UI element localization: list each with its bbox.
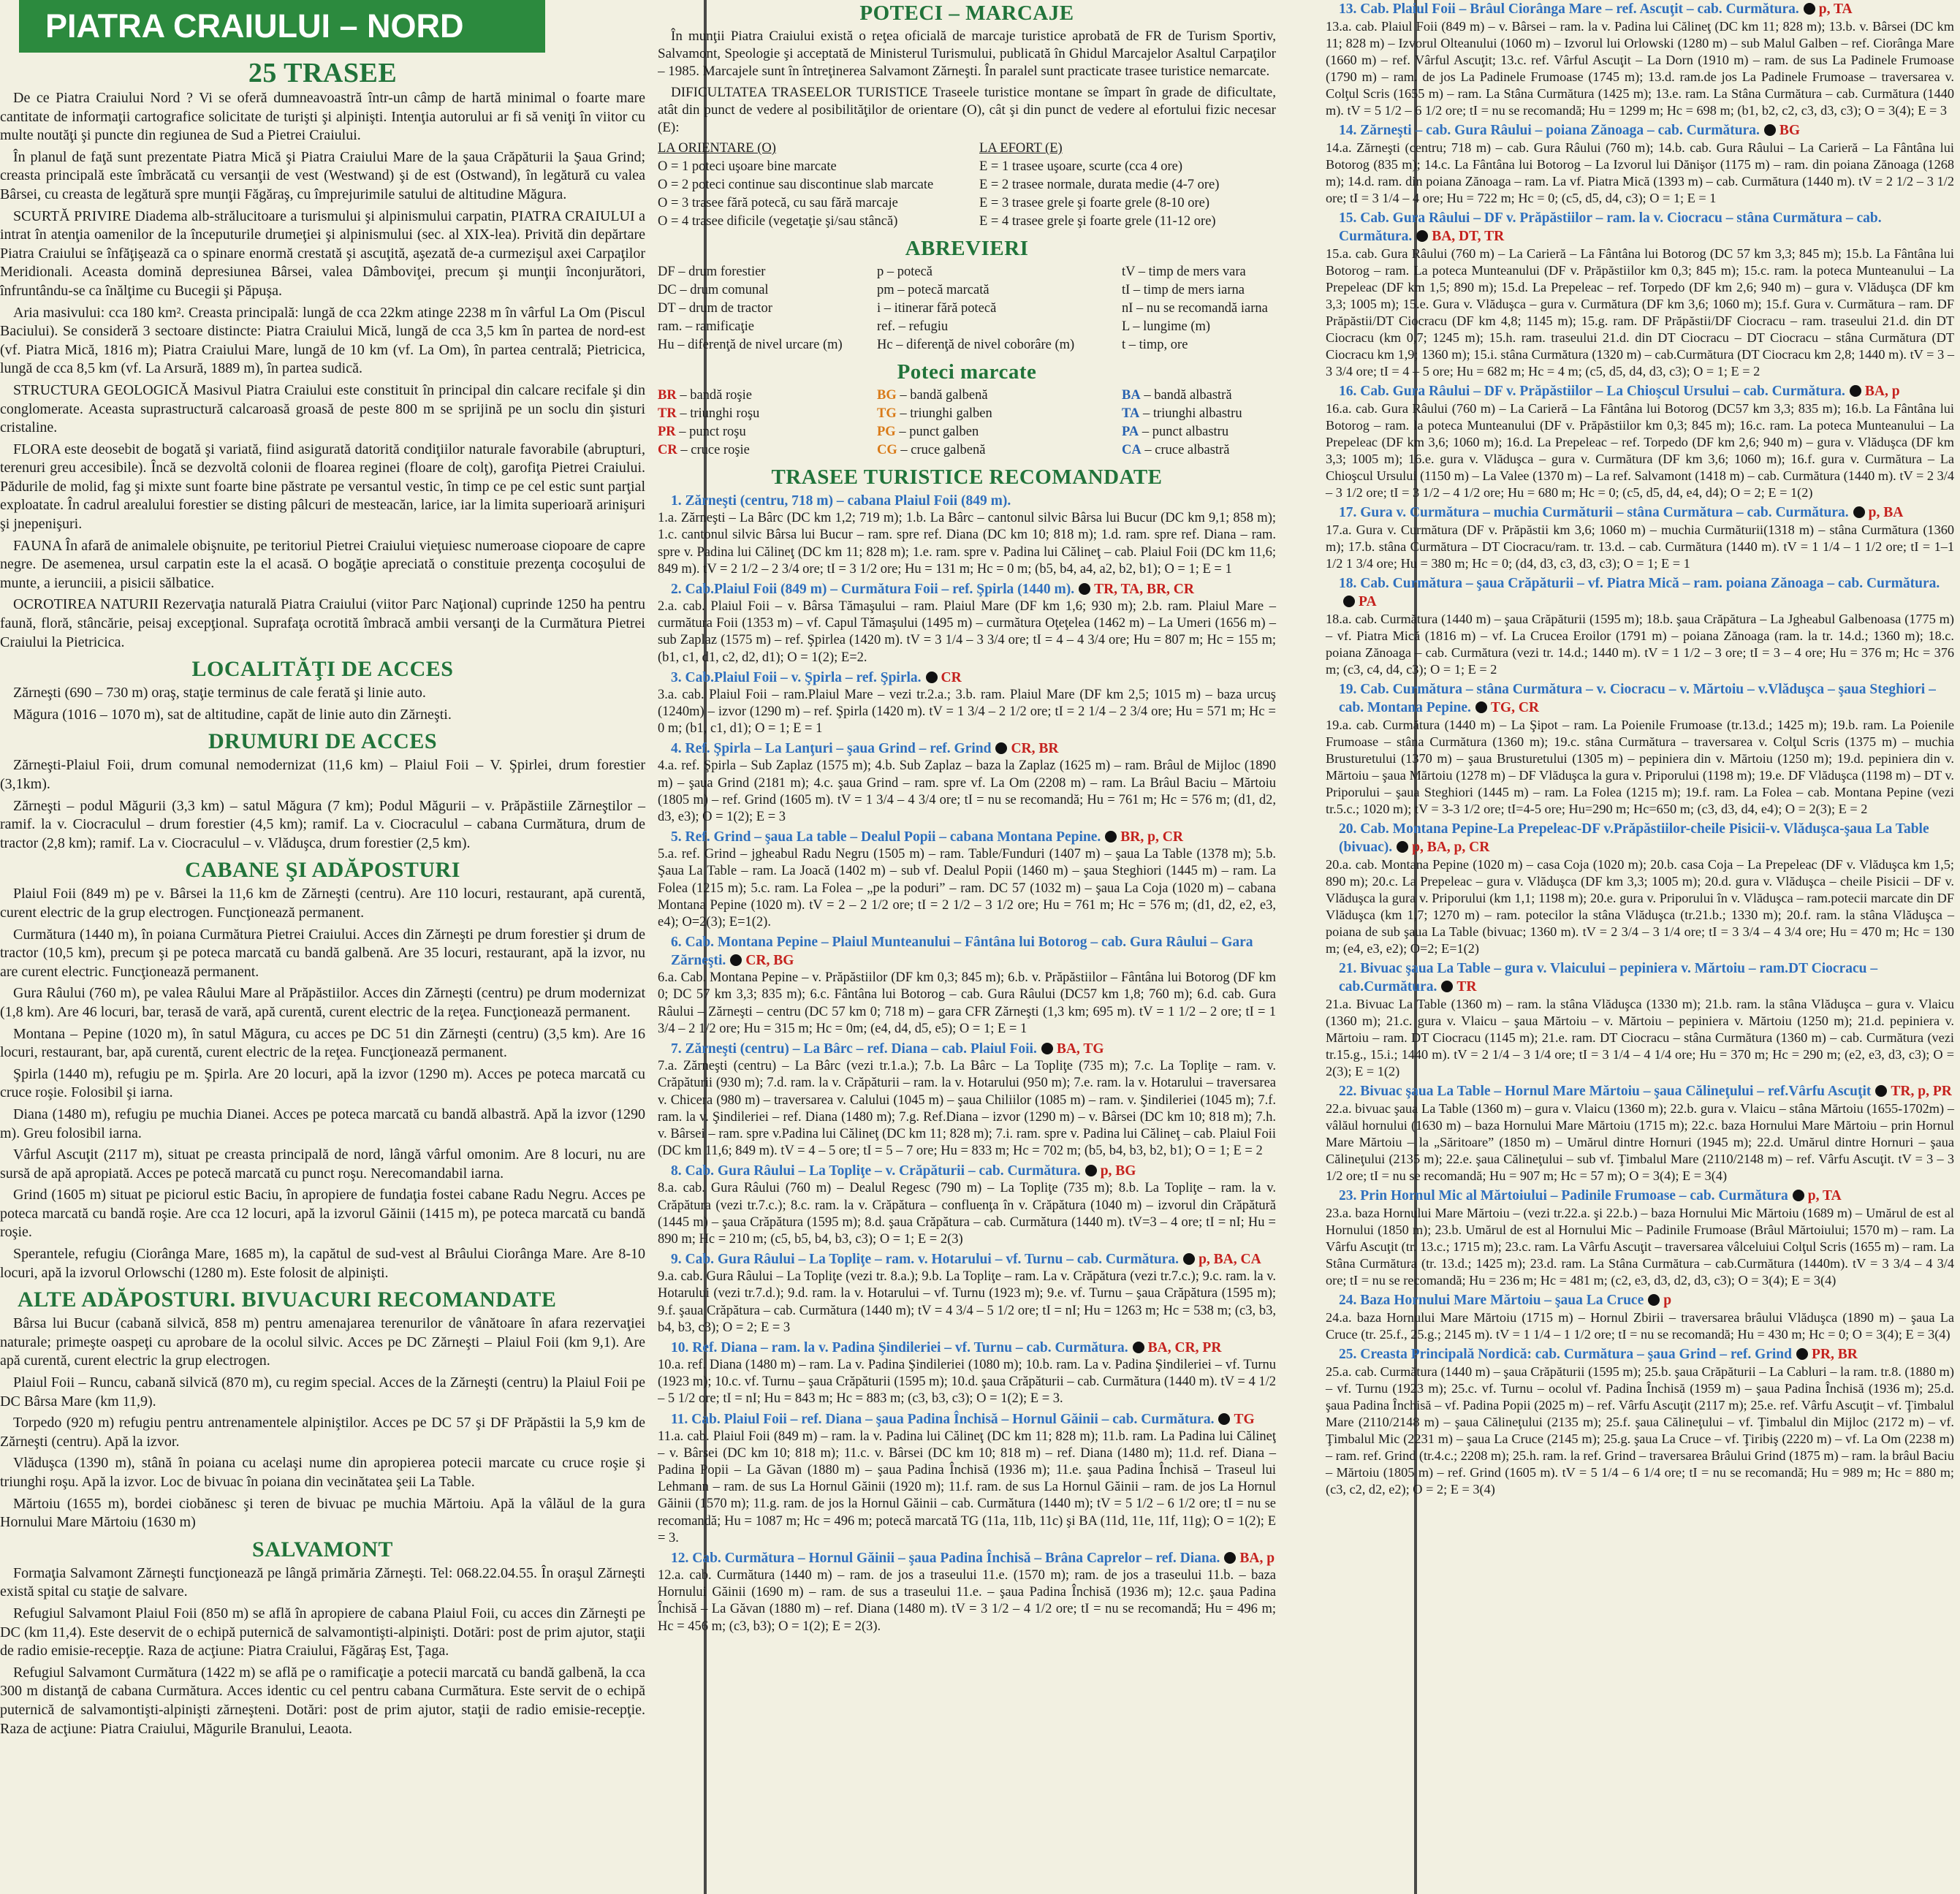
abbreviation-entry: pm – potecă marcată: [877, 283, 990, 298]
route-title: [1326, 0, 1954, 18]
route-title-text: 12. Cab. Curmătura – Hornul Găinii – şaua Padina Închisă – Brâna Caprelor – ref. Diana.: [671, 1550, 1220, 1566]
route-item: [658, 1549, 1276, 1635]
marking-label: – bandă albastră: [1144, 388, 1232, 403]
orientare-3: O = 3 trasee fără potecă, cu sau fără marcaje: [658, 196, 898, 211]
route-markings: PR, BR: [1812, 1347, 1858, 1362]
route-description: 22.a. bivuac şaua La Table (1360 m) – gura v. Vlaicu (1360 m); 22.b. gura v. Vlaicu – stâna Mărtoiu (1655-1702m) – vâlăul hornului (1630 m) – baza Hornului Mare Mărtoiu (1715 m); 22.c. baza Hornului Mare Mărtoiu – prin Hornul Mare Mărtoiu – la „Săritoare” (1850 m) – Umărul dintre Hornuri (1945 m); 22.d. Umărul dintre Hornuri – şaua Călineţului (2135 m); 22.e. şaua Călineţului – sub vf. Ţimbalul Mare (2110/2148 m) – ref. Vârfu Ascuţit. tV = 3 – 3 1/2 ore; tI = nu se recomandă; Hu = 907 m; Hc = 57 m); O = 3(4); E = 3(4): [1326, 1101, 1954, 1183]
paragraph: STRUCTURA GEOLOGICĂ Masivul Piatra Craiului este constituit în principal din calcare recifale şi din conglomerate. Aceasta suprastructură calcaroasă groasă de peste 800 m se sprijină pe un soclu din şisturi cristaline.: [0, 381, 645, 436]
route-title-text: 18. Cab. Curmătura – şaua Crăpăturii – vf. Piatra Mică – ram. poiana Zănoaga – cab. Curmătura.: [1339, 576, 1940, 591]
orientare-1: O = 1 poteci uşoare bine marcate: [658, 159, 837, 175]
route-markings: PA: [1359, 594, 1377, 609]
paragraph: Montana – Pepine (1020 m), în satul Măgura, cu acces pe DC 51 din Zărneşti (centru) (3,5 km). Are 16 locuri, restaurant, bar, apă curentă, curent electric de la reţea. Funcţionează permanent.: [0, 1025, 645, 1061]
dificultatea-text: DIFICULTATEA TRASEELOR TURISTICE Traseele turistice montane se împart în grade de dificultate, atât din punct de vedere al posibilităţilor de orientare (O), cât şi din punct de vedere al efortului fizic necesar (E):: [658, 84, 1276, 136]
marking-entry: [877, 387, 1122, 405]
route-title-text: 3. Cab.Plaiul Foii – v. Şpirla – ref. Şpirla.: [671, 669, 922, 685]
route-title-text: 9. Cab. Gura Râului – La Topliţe – ram. v. Hotarului – vf. Turnu – cab. Curmătura.: [671, 1252, 1180, 1268]
route-item: [658, 492, 1276, 578]
paragraph: Refugiul Salvamont Plaiul Foii (850 m) se află în apropiere de cabana Plaiul Foii, cu acces din Zărneşti pe DC (km 11,4). Este deservit de o echipă puternică de salvamontişti-alpinişti. Dotări: post de prim ajutor, staţii de radio emisie-recepţie. Raza de acţiune: Piatra Craiului, Făgăraş Est, Ţaga.: [0, 1605, 645, 1659]
route-title: [1326, 1082, 1954, 1100]
route-title-text: 14. Zărneşti – cab. Gura Râului – poiana Zănoaga – cab. Curmătura.: [1339, 123, 1760, 138]
paragraph: Şpirla (1440 m), refugiu pe m. Şpirla. Are 20 locuri, apă la izvor (1290 m). Acces pe poteca marcată cu cruce roşie. Folosibil şi iarna.: [0, 1065, 645, 1101]
route-title: [658, 1410, 1276, 1429]
route-marker-dot-icon: [1793, 1190, 1804, 1201]
route-title: [658, 580, 1276, 598]
abbreviation-entry: tV – timp de mers vara: [1122, 265, 1246, 280]
marking-code: BA: [1122, 388, 1141, 403]
efort-heading: LA EFORT (E): [979, 141, 1063, 156]
abbreviation-entry: Hc – diferenţă de nivel coborâre (m): [877, 338, 1075, 353]
route-title-text: 15. Cab. Gura Râului – DF v. Prăpăstiilor – ram. la v. Ciocracu – stâna Curmătura – cab. Curmătura.: [1339, 210, 1882, 244]
route-markings: p, BG: [1100, 1163, 1136, 1179]
marking-code: BR: [658, 388, 677, 403]
abbreviation-entry: nI – nu se recomandă iarna: [1122, 301, 1268, 316]
marking-code: TG: [877, 406, 897, 422]
heading-abrevieri: ABREVIERI: [905, 237, 1029, 261]
route-marker-dot-icon: [1875, 1085, 1887, 1097]
route-marker-dot-icon: [1796, 1348, 1808, 1360]
abbreviations-legend: [658, 263, 1276, 354]
localitati-section: [0, 684, 645, 724]
route-item: [658, 669, 1276, 738]
route-title-text: 10. Ref. Diana – ram. la v. Padina Şindileriei – vf. Turnu – cab. Curmătura.: [671, 1339, 1128, 1355]
route-item: [1326, 382, 1954, 501]
map-title-banner: PIATRA CRAIULUI – NORD: [19, 0, 545, 53]
route-title: [658, 1040, 1276, 1058]
route-description: 17.a. Gura v. Curmătura (DF v. Prăpăstii km 3,6; 1060 m) – muchia Curmăturii(1318 m) – stâna Curmătura (1360 m); 17.b. stâna Curmătura – DT Ciocracu/ram. tr. 13.d. – cab. Curmătura (1440 m). tV = 1 1/4 – 1 1/2 ore; tI = 1–1 1/2 1 3/4 ore; Hu = 380 m; Hc = 0; (d4, d3, c3, d3, c3); O = 1; E = 1: [1326, 522, 1954, 571]
route-title-text: 2. Cab.Plaiul Foii (849 m) – Curmătura Foii – ref. Şpirla (1440 m).: [671, 582, 1075, 598]
route-description: 6.a. Cab. Montana Pepine – v. Prăpăstiilor (DF km 0,3; 845 m); 6.b. v. Prăpăstiilor – Fântâna lui Botorog (DF km 0; DC 57 km 3,3; 835 m); 6.c. Fântâna lui Botorog – cab. Gura Râului (DC57 km 1,8; 760 m); 6.d. cab. Gura Râului – Zărneşti – centru (DC 57 km 0; 718 m) – gara CFR Zărneşti (1,3 km; 695 m). tV = 1 1/2 – 2 ore; tI = 1 3/4 – 2 1/2 ore; Hu = 315 m; Hc = 0m; (e4, d4, d5, e5); O = 1; E = 1: [658, 970, 1276, 1036]
route-marker-dot-icon: [1441, 981, 1453, 992]
route-title: [1326, 121, 1954, 140]
paragraph: Diana (1480 m), refugiu pe muchia Dianei. Acces pe poteca marcată cu bandă albastră. Apă la izvor (1290 m). Greu folosibil iarna.: [0, 1106, 645, 1141]
route-markings: p, BA, CA: [1199, 1252, 1261, 1268]
route-marker-dot-icon: [926, 672, 938, 683]
salvamont-section: [0, 1564, 645, 1738]
route-title: [1326, 1291, 1954, 1309]
marking-entry: [658, 423, 877, 441]
paragraph: Mărtoiu (1655 m), bordei ciobănesc şi teren de bivuac pe muchia Mărtoiu. Apă la vâlăul de la gura Hornului Mare Mărtoiu (1630 m): [0, 1495, 645, 1531]
orientare-heading: LA ORIENTARE (O): [658, 141, 776, 156]
route-title: [1326, 382, 1954, 400]
orientare-4: O = 4 trasee dificile (vegetaţie şi/sau stâncă): [658, 214, 898, 229]
marking-entry: [658, 387, 877, 405]
route-markings: CR: [941, 669, 962, 685]
drumuri-section: [0, 756, 645, 853]
abbreviation-entry: DC – drum comunal: [658, 283, 769, 298]
route-title-text: 25. Creasta Principală Nordică: cab. Curmătura – şaua Grind – ref. Grind: [1339, 1347, 1793, 1362]
route-title-text: 21. Bivuac şaua La Table – gura v. Vlaicului – pepiniera v. Mărtoiu – ram.DT Ciocracu – cab.Curmătura.: [1339, 961, 1878, 994]
route-item: [1326, 209, 1954, 380]
route-item: [1326, 959, 1954, 1080]
route-title-text: 13. Cab. Plaiul Foii – Brâul Ciorânga Mare – ref. Ascuţit – cab. Curmătura.: [1339, 1, 1799, 17]
abbreviation-entry: tI – timp de mers iarna: [1122, 283, 1245, 298]
route-item: [1326, 0, 1954, 119]
marking-code: CA: [1122, 443, 1142, 458]
paragraph: FLORA este deosebit de bogată şi variată, fiind asigurată datorită condiţiilor naturale favorabile (abrupturi, terenuri greu accesibile). Încă se dezvoltă colonii de floarea reginei (floare de colţ), garofiţa Pietrei Craiului. Pădurile de molid, fag şi mixte sunt foarte bine păstrate pe versantul vestic, în timp ce pe cel estic sunt parţial exploatate. În cadrul arealului forestier se disting pâlcuri de mesteacăn, larice, iar la limita superioară arinişuri şi jnepenişuri.: [0, 441, 645, 533]
route-marker-dot-icon: [1475, 701, 1487, 713]
column-right: [1323, 0, 1960, 1894]
routes-list-1-12: [658, 492, 1276, 1635]
route-title: [1326, 820, 1954, 856]
efort-3: E = 3 trasee grele şi foarte grele (8-10 ore): [979, 196, 1210, 211]
route-marker-dot-icon: [1041, 1043, 1053, 1054]
route-description: 15.a. cab. Gura Râului (760 m) – La Carieră – La Fântâna lui Botorog (DC 57 km 3,3; 845 m); 15.b. La Fântâna lui Botorog – ram. La poteca Munteanului (DF v. Prăpăstiilor km 0,3; 845 m); 15.c. ram. la poteca Munteanului – La Prepeleac (DF km 1,5; 890 m); 15.d. La Prepeleac – ref. Torpedo (DF km 2,6; 940 m) – gura v. Vlăduşca (DF km 3,3; 1005 m); 15.e. Gura v. Vlăduşca – gura v. Curmătura (DF km 3,6; 1060 m); 15.f. Gura v. Curmătura – ram. DF Prăpăstii/DT Ciocracu (DF km 4,8; 1145 m); 15.g. ram. DF Prăpăstii/DF Ciocracu – ram. traseului 21.d. din DT Ciocracu (km 0,7; 1245 m); 15.h. ram. traseului 21.d. din DT Ciocracu – DT Ciocracu – stâna Curmătura (DT Ciocracu km 1,9; 1360 m); 15.i. stâna Curmătura (1320 m) – cab.Curmătura (DT Ciocracu km 2,8; 1440 m). tV = 3 – 3 3/4 ore; tI = 4 – 5 ore; Hu = 682 m; Hc = 4 m; (c5, d5, d4, d3, c3); O = 1; E = 2: [1326, 246, 1954, 379]
route-title-text: 4. Ref. Şpirla – La Lanţuri – şaua Grind – ref. Grind: [671, 741, 992, 757]
route-title-text: 6. Cab. Montana Pepine – Plaiul Munteanului – Fântâna lui Botorog – cab. Gura Râului – Gara Zărneşti.: [671, 935, 1253, 969]
paragraph: De ce Piatra Craiului Nord ? Vi se oferă dumneavoastră într-un câmp de hartă minimal o foarte mare cantitate de informaţii cartografice solicitate de turişti şi alpinişti. Intenţia autorului ar fi să veniţi în viitor cu multe noutăţi şi puncte din regiunea de Sud a Pietrei Craiului.: [0, 90, 645, 144]
paragraph: Aria masivului: cca 180 km². Creasta principală: lungă de cca 22km atinge 2238 m în vârful La Om (Piscul Baciului). Se consideră 3 sectoare distincte: Piatra Craiului Mică, lungă de cca 3,5 km în partea de nord-est (vf. Piatra Mică, 1816 m); Piatra Craiului Mare, lungă de 10 km (vf. La Om), în partea centrală; Pietricica, lungă de cca 8,5 km (vf. La Arsură, 1889 m), în partea sudică.: [0, 304, 645, 377]
route-description: 10.a. ref. Diana (1480 m) – ram. La v. Padina Şindileriei (1080 m); 10.b. ram. La v. Padina Şindileriei – vf. Turnu (1923 m); 10.c. vf. Turnu – şaua Crăpăturii (1595 m); 10.d. şaua Crăpăturii – cab. Curmătura (1440 m). tV = 4 1/2 – 5 1/2 ore; tI = nI; Hu = 843 m; Hc = 883 m; (c3, b3, c3); O = 1(2); E = 3.: [658, 1357, 1276, 1407]
marking-code: TR: [658, 406, 677, 422]
route-marker-dot-icon: [1085, 1165, 1097, 1176]
route-title: [658, 828, 1276, 846]
marking-label: – triunghi albastru: [1142, 406, 1242, 422]
paragraph: Zărneşti-Plaiul Foii, drum comunal nemodernizat (11,6 km) – Plaiul Foii – V. Şpirlei, drum forestier (3,1km).: [0, 757, 645, 792]
heading-alte-adaposturi: ALTE ADĂPOSTURI. BIVUACURI RECOMANDATE: [18, 1288, 557, 1312]
route-markings: BA, CR, PR: [1147, 1339, 1222, 1355]
paragraph: Gura Râului (760 m), pe valea Râului Mare al Prăpăstiilor. Acces din Zărneşti (centru) pe drum modernizat (1,8 km). Are 46 locuri, bar, terasă de vară, apă curentă, curent electric de la reţea. Funcţionează permanent.: [0, 985, 645, 1020]
paragraph: Sperantele, refugiu (Ciorânga Mare, 1685 m), la capătul de sud-vest al Brâului Ciorânga Mare. Are 8-10 locuri, apă la izvorul Orlowschi (1280 m). Este folosit de alpinişti.: [0, 1246, 645, 1281]
paragraph: Zărneşti (690 – 730 m) oraş, staţie terminus de cale ferată şi linie auto.: [13, 685, 426, 701]
marking-entry: [877, 405, 1122, 423]
marking-entry: [658, 441, 877, 460]
heading-salvamont: SALVAMONT: [252, 1537, 393, 1562]
route-title-text: 1. Zărneşti (centru, 718 m) – cabana Plaiul Foii (849 m).: [671, 493, 1011, 509]
paragraph: Grind (1605 m) situat pe piciorul estic Baciu, în apropiere de fundaţia fostei cabane Radu Negru. Acces pe poteca marcată cu bandă roşie. Are cca 12 locuri, apă la izvorul Găinii (1415 m), pe poteca marcată cu bandă roşie.: [0, 1187, 645, 1241]
marking-code: PR: [658, 425, 676, 440]
paragraph: Plaiul Foii – Runcu, cabană silvică (870 m), cu regim special. Acces de la Zărneşti (centru) la Plaiul Foii pe DC Bârsa Mare (km 11,9).: [0, 1374, 645, 1410]
route-title: [1326, 680, 1954, 717]
route-title: [658, 1162, 1276, 1180]
route-item: [1326, 1345, 1954, 1498]
route-marker-dot-icon: [1133, 1342, 1144, 1353]
marking-code: CR: [658, 443, 677, 458]
route-item: [658, 828, 1276, 931]
paragraph: Curmătura (1440 m), în poiana Curmătura Pietrei Craiului. Acces din Zărneşti pe drum forestier şi drum de tractor (10,5 km), precum şi pe poteca marcată cu bandă galbenă. Are 35 locuri, restaurant, apă la izvor, nu are curent electric. Funcţionează permanent.: [0, 926, 645, 980]
route-title-text: 7. Zărneşti (centru) – La Bârc – ref. Diana – cab. Plaiul Foii.: [671, 1041, 1037, 1057]
route-item: [658, 1162, 1276, 1248]
alte-section: [0, 1315, 645, 1532]
heading-poteci: POTECI – MARCAJE: [859, 1, 1074, 25]
difficulty-legend: [658, 140, 1276, 231]
route-title: [658, 492, 1276, 510]
route-item: [658, 1339, 1276, 1408]
route-title-text: 19. Cab. Curmătura – stâna Curmătura – v. Ciocracu – v. Mărtoiu – v.Vlăduşca – şaua Steghiori – cab. Montana Pepine.: [1339, 682, 1936, 715]
route-description: 5.a. ref. Grind – jgheabul Radu Negru (1505 m) – ram. Table/Funduri (1407 m) – şaua La Table (1378 m); 5.b. Şaua La Table – ram. La Joacă (1402 m) – sub vf. Dealul Popii (1460 m) – şaua Steghiori (1445 m) – ram. La Folea (1215 m); 5.c. ram. La Folea – „pe la poduri” – ram. DC 57 (1032 m) – şaua La Coja (1020 m) – cabana Montana Pepine (1020 m). tV = 2 – 2 1/2 ore; tI = 2 1/2 – 3 1/2 ore; Hu = 761 m; Hc = 576 m; (d1, d2, e2, e3, e4); O=2(3); E=1(2).: [658, 847, 1276, 930]
heading-cabane: CABANE ŞI ADĂPOSTURI: [185, 858, 460, 883]
route-item: [658, 933, 1276, 1038]
route-title: [1326, 1345, 1954, 1364]
route-item: [658, 739, 1276, 826]
route-marker-dot-icon: [1397, 841, 1408, 853]
paragraph: Zărneşti – podul Măgurii (3,3 km) – satul Măgura (7 km); Podul Măgurii – v. Prăpăstiile Zărneştilor – ramif. la v. Ciocraculul – drum forestier (4,5 km); ramif. La v. Ciocraculul – cabana Curmătura, drum de tractor (2,8 km); ramif. La v. Ciocraculul – v. Vlăduşca, drum forestier (2,5 km).: [0, 797, 645, 851]
abbreviation-entry: p – potecă: [877, 265, 933, 280]
route-description: 14.a. Zărneşti (centru; 718 m) – cab. Gura Râului (760 m); 14.b. cab. Gura Râului – La Carieră – La Fântâna lui Botorog (835 m); 14.c. La Fântâna lui Botorog – La Izvorul lui Dănişor (1175 m) – ram. din poiana Zănoaga (1268 m); 14.d. ram. din poiana Zănoaga – ram. La vf. Piatra Mică (1393 m) – cab. Curmătura (1440 m). tV = 2 1/2 – 3 1/2 ore; tI = 3 1/4 – 4 ore; Hu = 722 m; Hc = 0; (c5, d5, d4, c3); O = 1; E = 1: [1326, 140, 1954, 205]
marking-code: BG: [877, 388, 897, 403]
paragraph: Plaiul Foii (849 m) pe v. Bârsei la 11,6 km de Zărneşti (centru). Are 110 locuri, restaurant, apă curentă, curent electric de la grup electrogen. Funcţionează permanent.: [0, 886, 645, 921]
route-marker-dot-icon: [1764, 124, 1776, 136]
route-description: 23.a. baza Hornului Mare Mărtoiu – (vezi tr.22.a. şi 22.b.) – baza Hornului Mic Mărtoiu (1689 m) – Umărul de est al Hornului (1850 m); 23.b. Umărul de est al Hornului Mic – Padinile Frumoase (Brâul Mărtoiului; 1570 m) – ram. La Vârfu Ascuţit (tr. 13.c.; 1715 m); 23.c. ram. La Vârfu Ascuţit – traversarea vâlceluiui Colţul Scris (1655 m) – ram. La Stâna Curmătura (tr. 13.d.; 1425 m); 23.d. ram. La Stâna Curmătura – cab.Curmătura (1440m). tV = 3 3/4 – 4 3/4 ore; tI = nu se recomandă; Hu = 236 m; Hc = 481 m; (c2, e3, d3, d2, d3, c3); O = 3(4); E = 3(4): [1326, 1206, 1954, 1288]
route-description: 18.a. cab. Curmătura (1440 m) – şaua Crăpăturii (1595 m); 18.b. şaua Crăpătura – La Jgheabul Galbenoasa (1775 m) – vf. Piatra Mică (1816 m) – vf. La Crucea Eroilor (1791 m) – poiana Zănoaga (ram. la tr. 14.d.; 1360 m); 18.c. poiana Zănoaga – cab. Curmătura (vezi tr. 14.d.; 1440 m). tV = 1 1/2 – 3 ore; tI = 3 – 4 ore; Hu = 376 m; Hc = 376 m; (c3, c4, d4, c3); O = 1; E = 2: [1326, 612, 1954, 677]
abbreviation-entry: ref. – refugiu: [877, 319, 949, 335]
route-item: [1326, 1187, 1954, 1289]
marking-entry: [658, 405, 877, 423]
route-markings: TR, TA, BR, CR: [1094, 582, 1194, 598]
paragraph: Refugiul Salvamont Curmătura (1422 m) se află pe o ramificaţie a potecii marcată cu bandă galbenă, la cca 300 m distanţă de cabana Curmătura. Acces identic cu cel pentru cabana Curmătura. Este servit de o echipă puternică de salvamontişti-alpinişti zărneşteni. Dotări: post de prim ajutor, staţii de radio emisie-recepţie. Raza de acţiune: Piatra Craiului, Măgurile Branului, Leaota.: [0, 1664, 645, 1737]
marking-entry: [1122, 387, 1276, 405]
heading-drumuri: DRUMURI DE ACCES: [208, 729, 438, 754]
paragraph: Bârsa lui Bucur (cabană silvică, 858 m) pentru amenajarea terenurilor de vânătoare în afara rezervaţiei naturale; primeşte oaspeţi cu aprobare de la ocolul silvic. Acces pe DC Zărneşti – Plaiul Foii (km 9,1). Are apă curentă, curent electric la grup electrogen.: [0, 1315, 645, 1369]
route-marker-dot-icon: [730, 954, 742, 966]
paragraph: În planul de faţă sunt prezentate Piatra Mică şi Piatra Craiului Mare de la şaua Crăpăturii la Şaua Grind; creasta principală este îmbrăcată cu versanţii de vest (Westwand) şi de est (Ostwand), în legătură cu valea Bârsei, cu creasta de legătură spre munţii Făgăraş, cu împrejurimile satului de altitudine Măgura.: [0, 148, 645, 202]
cabane-section: [0, 885, 645, 1282]
route-description: 16.a. cab. Gura Râului (760 m) – La Carieră – La Fântâna lui Botorog (DC57 km 3,3; 835 m); 16.b. La Fântâna lui Botorog – ram. la poteca Munteanului (DF v. Prăpăstiilor km 0,3; 845 m); 16.c. ram. La poteca Munteanului – La Prepeleac (DF km 3,6; 1060 m); 16.d. La Prepeleac – ref. Torpedo (DF km 2,6; 940 m) – gura v. Vlăduşca (DF km 3,3; 1005 m); 16.e. gura v. Vlăduşca – gura v. Curmătura (DF km 3,6; 1060 m); 16.f. gura v. Curmătura – La Chioşcul Ursului (1150 m) – La Valee (1370 m) – La ref. Salvamont (1418 m) – cab. Curmătura (1440 m). tV = 2 3/4 – 3 1/2 ore; tI = 3 1/2 – 4 1/2 ore; Hu = 680 m; Hc = 0; (c5, d5, d4, e4, d4); O = 2; E = 1(2): [1326, 401, 1954, 500]
route-item: [1326, 680, 1954, 818]
paragraph: Vârful Ascuţit (2117 m), situat pe creasta principală de nord, lângă vârful omonim. Are 8 locuri, nu are sursă de apă apropiată. Acces pe potecă marcată cu punct roşu. Nerecomandabil iarna.: [0, 1146, 645, 1182]
route-marker-dot-icon: [1224, 1552, 1236, 1564]
route-marker-dot-icon: [1218, 1413, 1230, 1425]
route-markings: p: [1663, 1293, 1672, 1308]
route-description: 19.a. cab. Curmătura (1440 m) – La Şipot – ram. La Poienile Frumoase (tr.13.d.; 1425 m); 19.b. ram. La Poienile Frumoase – stâna Curmătura (1360 m); 19.c. stâna Curmătura – traversarea v. Colţul Scris (1375 m) – muchia Brusturetului (1370 m) – şaua Brusturetului (1305 m) – pepiniera din v. Mărtoiu (1250 m); 19.d. pepiniera din v. Mărtoiu – şaua Mărtoiu (1278 m) – DF Vlăduşca la gura v. Priporului (1198 m); 19.e. DF Vlăduşca (1198 m) – DT v. Priporului – şaua Steghiori (1445 m) – ram. La Folea (1215 m); 19.f. ram. La Folea – cab. Montana Pepine (vezi tr.5.c.; 1020 m); tV = 3-3 1/2 ore; tI=4-5 ore; Hu=290 m; Hc=650 m; (c3, d3, d4, e4); O = 2(3); E = 2: [1326, 718, 1954, 816]
abbreviation-entry: ram. – ramificaţie: [658, 319, 755, 335]
marking-code: PG: [877, 425, 896, 440]
marking-label: – triunghi galben: [900, 406, 992, 422]
route-title-text: 11. Cab. Plaiul Foii – ref. Diana – şaua Padina Închisă – Hornul Găinii – cab. Curmătura.: [671, 1411, 1215, 1427]
column-middle: [658, 0, 1286, 1894]
route-title-text: 8. Cab. Gura Râului – La Topliţe – v. Crăpăturii – cab. Curmătura.: [671, 1163, 1081, 1179]
paragraph: FAUNA În afară de animalele obişnuite, pe teritoriul Pietrei Craiului vieţuiesc numeroase ciopoare de capre negre. De asemenea, ursul carpatin este la el acasă. O bogăţie apreciată o constituie prezenţa cocoşului de munte, a ierunciii, a pisicii sălbatice.: [0, 537, 645, 591]
marking-entry: [1122, 423, 1276, 441]
route-item: [658, 580, 1276, 666]
route-markings: CR, BG: [745, 953, 794, 969]
marking-label: – bandă roşie: [680, 388, 752, 403]
paragraph: Măgura (1016 – 1070 m), sat de altitudine, capăt de linie auto din Zărneşti.: [13, 706, 452, 723]
marking-label: – bandă galbenă: [900, 388, 988, 403]
orientare-2: O = 2 poteci continue sau discontinue slab marcate: [658, 178, 934, 193]
marking-label: – cruce albastră: [1144, 443, 1230, 458]
route-title: [1326, 574, 1954, 611]
route-description: 2.a. cab. Plaiul Foii – v. Bârsa Tămaşului – ram. Plaiul Mare (DF km 1,6; 930 m); 2.b. ram. Plaiul Mare – curmătura Foii (1353 m) – vf. Capul Tămaşului (1495 m) – curmătura Oţeţelea (1462 m) – La Umeri (1656 m) – sub Zaplaz (1575 m) – ref. Şpirlea (1420 m). tV = 3 1/4 – 3 3/4 ore; tI = 4 – 4 3/4 ore; Hu = 807 m; Hc = 155 m; (b1, c1, d1, c2, d2, d1); O = 1(2); E=2.: [658, 599, 1276, 665]
route-markings: BR, p, CR: [1120, 829, 1183, 845]
paragraph: Formaţia Salvamont Zărneşti funcţionează pe lângă primăria Zărneşti. Tel: 068.22.04.55. În oraşul Zărneşti există spital cu staţie de salvare.: [0, 1564, 645, 1600]
route-description: 7.a. Zărneşti (centru) – La Bârc (vezi tr.1.a.); 7.b. La Bârc – La Topliţe (735 m); 7.c. La Topliţe – ram. v. Crăpăturii (930 m); 7.d. ram. la v. Crăpăturii – ram. la v. Hotarului (950 m); 7.e. ram. la v. Hotarului – traversarea v. Chicera (980 m) – traversarea v. Calului (1045 m) – şaua Chiliilor (1085 m) – ram. v. Şindileriei (1045 m); 7.f. ram. la v. Şindileriei – ref. Diana (1480 m); 7.g. Ref.Diana – izvor (1290 m) – v. Bârsei (DC km 10; 818 m); 7.h. v. Bârsei – ram. spre v.Padina lui Călineţ (DC km 11; 828 m); 7.i. ram. spre v. Padina lui Călineţ – cab. Plaiul Foii (DC km 11,6; 849 m). tV = 4 – 5 ore; tI = 5 – 7 ore; Hu = 833 m; Hc = 702 m; (b5, b4, b3, b2, b1); O = 1; E = 2: [658, 1059, 1276, 1159]
heading-localitati: LOCALITĂŢI DE ACCES: [191, 657, 454, 682]
marking-entry: [877, 423, 1122, 441]
route-title: [1326, 1187, 1954, 1205]
efort-2: E = 2 trasee normale, durata medie (4-7 ore): [979, 178, 1220, 193]
route-markings: TR, p, PR: [1891, 1084, 1952, 1099]
poteci-text: În munţii Piatra Craiului există o reţea oficială de marcaje turistice aprobată de FR de Turism Sportiv, Salvamont, Speologie şi acceptată de Ministerul Turismului, publicată în Ghidul Marcajelor Asaltul Carpaţilor – 1985. Marcajele sunt în întreţinerea Salvamont Zărneşti. În paralel sunt practicate trasee turistice nemarcate.: [658, 28, 1276, 80]
route-description: 21.a. Bivuac La Table (1360 m) – ram. la stâna Vlăduşca (1330 m); 21.b. ram. la stâna Vlăduşca – gura v. Vlaicu (1360 m); 21.c. gura v. Vlaicu – şaua Mărtoiu – v. Mărtoiu – pepiniera v. Mărtoiu (1250 m); 21.d. pepiniera v. Mărtoiu – ram. DT Ciocracu (1145 m); 21.e. ram. DT Ciocracu – stâna Curmătura (1360 m) – cab. Curmătura (vezi tr.15.g., 15.i.; 1440 m). tV = 2 1/4 – 3 1/4 ore; tI = 3 1/4 – 4 1/4 ore; Hu = 370 m; Hc = 290 m; (e2, e3, d3, c3); O = 2(3); E = 1(2): [1326, 997, 1954, 1079]
route-markings: BA, p: [1239, 1550, 1275, 1566]
marking-entry: [877, 441, 1122, 460]
route-markings: p, BA, p, CR: [1412, 840, 1490, 855]
route-item: [1326, 574, 1954, 678]
route-item: [1326, 1082, 1954, 1184]
paragraph: Vlăduşca (1390 m), stână în poiana cu acelaşi nume din apropierea potecii marcate cu cruce roşie şi triunghi roşu. Apă la izvor. Loc de bivuac în poiana din vecinătatea şeii La Table.: [0, 1455, 645, 1490]
route-title-text: 20. Cab. Montana Pepine-La Prepeleac-DF v.Prăpăstiilor-cheile Pisicii-v. Vlăduşca-şaua La Table (bivuac).: [1339, 821, 1929, 855]
route-item: [658, 1250, 1276, 1336]
route-item: [1326, 503, 1954, 572]
route-marker-dot-icon: [1853, 506, 1865, 518]
route-marker-dot-icon: [995, 742, 1007, 754]
route-title: [1326, 959, 1954, 996]
route-item: [1326, 121, 1954, 207]
route-markings: TG: [1234, 1411, 1255, 1427]
route-marker-dot-icon: [1416, 230, 1428, 242]
route-marker-dot-icon: [1183, 1253, 1195, 1265]
route-title: [1326, 503, 1954, 522]
intro-section: [0, 89, 645, 652]
route-markings: p, TA: [1807, 1188, 1842, 1203]
paragraph: Torpedo (920 m) refugiu pentru antrenamentele alpiniştilor. Acces pe DC 57 şi DF Prăpăstii la 5,9 km de Zărneşti (centru). Apă la izvor.: [0, 1415, 645, 1450]
route-item: [1326, 1291, 1954, 1343]
route-description: 20.a. cab. Montana Pepine (1020 m) – casa Coja (1020 m); 20.b. casa Coja – La Prepeleac (DF v. Vlăduşca km 1,5; 890 m); 20.c. La Prepeleac – gura v. Vlăduşca (DF km 3,3; 1005 m); 20.d. gura v. Vlăduşca – cheile Pisicii – DF v. Vlăduşca la gura v. Priporului (km 1,1; 1198 m); 20.e. gura v. Priporului în v. Vlăduşca – ram.potecii marcate din DF Vlăduşca (km 1,7; 1270 m) – ram. potecilor la stâna Vlăduşca (tr.21.b.; 1330 m); 20.f. ram. la stâna Vlăduşca – poiana de sub şaua La Table (bivuac; 1360 m). tV = 2 3/4 – 3 1/4 ore; tI = 3 3/4 – 4 3/4 ore; Hu = 470 m; Hc = 130 m; (e4, e3, e2); O=2; E=1(2): [1326, 857, 1954, 956]
route-title-text: 16. Cab. Gura Râului – DF v. Prăpăstiilor – La Chioşcul Ursului – cab. Curmătura.: [1339, 384, 1845, 399]
route-description: 4.a. ref. Şpirla – Sub Zaplaz (1575 m); 4.b. Sub Zaplaz – baza la Zaplaz (1625 m) – ram. Brâul de Mijloc (1890 m) – şaua Grind (2181 m); 4.c. şaua Grind – ram. spre vf. La Om (2208 m) – ram. La Brâul Baciu – Mărtoiu (1805 m) – ref. Grind (1605 m). tV = 1 3/4 – 4 3/4 ore; tI = nu se recomandă; Hu = 761 m; Hc = 576 m; (d1, d2, d3, e3); O = 1(2); E = 3: [658, 758, 1276, 825]
heading-poteci-marcate: Poteci marcate: [897, 360, 1037, 384]
heading-trasee: TRASEE TURISTICE RECOMANDATE: [771, 465, 1163, 490]
efort-1: E = 1 trasee uşoare, scurte (cca 4 ore): [979, 159, 1183, 175]
route-markings: TR: [1456, 979, 1477, 994]
route-description: 11.a. cab. Plaiul Foii (849 m) – ram. la v. Padina lui Călineţ (DC km 11; 828 m); 11.b. ram. La Padina lui Călineţ – v. Bârsei (DC km 10; 818 m); 11.c. v. Bârsei (DC km 10; 818 m) – ref. Diana (1480 m); 11.d. ref. Diana – Padina Popii – La Găvan (1880 m) – şaua Padina Închisă (1936 m); 11.e. şaua Padina Închisă – Traseul lui Lehmann – ram. de sus La Hornul Găinii (1920 m); 11.f. ram. de sus La Hornul Găinii – ram. de jos La Hornul Găinii (1570 m); 11.g. ram. de jos la Hornul Găinii – cab. Curmătura (1440 m); tV = 5 1/2 – 6 1/2 ore; tI = nu se recomandă; Hu = 1087 m; Hc = 496 m; potecă marcată TG (11a, 11b, 11c) şi BA (11d, 11e, 11f, 11g); O = 1(2); E = 3.: [658, 1429, 1276, 1545]
marking-label: – cruce galbenă: [900, 443, 986, 458]
route-title-text: 17. Gura v. Curmătura – muchia Curmăturii – stâna Curmătura – cab. Curmătura.: [1339, 505, 1849, 520]
route-markings: BA, TG: [1056, 1041, 1104, 1057]
trail-markings-legend: [658, 387, 1276, 460]
abbreviation-entry: t – timp, ore: [1122, 338, 1188, 353]
route-marker-dot-icon: [1079, 583, 1090, 595]
marking-label: – cruce roşie: [680, 443, 750, 458]
route-description: 3.a. cab. Plaiul Foii – ram.Plaiul Mare – vezi tr.2.a.; 3.b. ram. Plaiul Mare (DF km 2,5; 1015 m) – baza urcuş (1240m) – izvor (1290 m) – ref. Şpirla (1420 m). tV = 1 3/4 – 2 1/2 ore; tI = 2 1/4 – 2 3/4 ore; Hu = 571 m; Hc = 0 m; (b1, c1, d1); O = 1; E = 1: [658, 687, 1276, 737]
route-description: 13.a. cab. Plaiul Foii (849 m) – v. Bârsei – ram. la v. Padina lui Călineţ (DC km 11; 828 m); 13.b. v. Bârsei (DC km 11; 828 m) – Izvorul Olteanului (1060 m) – Izvorul lui Orlowski (1280 m) – sub Malul Galben – ref. Ciorânga Mare (1660 m) – ref. Vârful Ascuţit; 13.c. ref. Vârful Ascuţit – La Dorn (1910 m) – ram. de sus La Padinele Frumoase (1790 m) – ram. de jos La Padinele Frumoase (1745 m); 13.d. ram.de jos La Padinele Frumoase – traversarea v. Colţul Scris (1655 m) – ram. La Stâna Curmătura (1425 m); 13.e. ram. La Stâna Curmătura – cab. Curmătura (1440 m). tV = 5 1/2 – 6 1/2 ore; tI = nu se recomandă; Hu = 1299 m; Hc = 698 m; (b1, b2, c2, c3, d3, c3); O = 3(4); E = 3: [1326, 19, 1954, 118]
marking-code: PA: [1122, 425, 1139, 440]
route-markings: TG, CR: [1490, 700, 1540, 715]
route-markings: BA, DT, TR: [1432, 229, 1505, 244]
marking-label: – punct galben: [899, 425, 979, 440]
route-title: [658, 1339, 1276, 1357]
route-description: 24.a. baza Hornului Mare Mărtoiu (1715 m) – Hornul Zbirii – traversarea brâului Vlăduşca (1890 m) – şaua La Cruce (tr. 25.f., 25.g.; 2145 m). tV = 1 1/4 – 1 1/2 ore; tI = nu se recomandă; Hu = 430 m; Hc = 0; O = 3(4); E = 3(4): [1326, 1310, 1954, 1342]
route-marker-dot-icon: [1343, 596, 1355, 607]
route-marker-dot-icon: [1804, 3, 1815, 15]
route-item: [1326, 820, 1954, 957]
marking-code: CG: [877, 443, 897, 458]
route-title-text: 23. Prin Hornul Mic al Mărtoiului – Padinile Frumoase – cab. Curmătura: [1339, 1188, 1788, 1203]
routes-list-13-25: [1326, 0, 1954, 1498]
marking-label: – punct albastru: [1142, 425, 1229, 440]
column-left: [0, 0, 654, 1894]
route-markings: CR, BR: [1011, 741, 1059, 757]
marking-entry: [1122, 441, 1276, 460]
route-markings: BA, p: [1864, 384, 1900, 399]
route-title-text: 22. Bivuac şaua La Table – Hornul Mare Mărtoiu – şaua Călineţului – ref.Vârfu Ascuţit: [1339, 1084, 1872, 1099]
abbreviation-entry: L – lungime (m): [1122, 319, 1211, 335]
abbreviation-entry: DF – drum forestier: [658, 265, 766, 280]
route-title: [658, 1250, 1276, 1269]
route-description: 1.a. Zărneşti – La Bârc (DC km 1,2; 719 m); 1.b. La Bârc – cantonul silvic Bârsa lui Bucur (DC km 9,1; 858 m); 1.c. cantonul silvic Bârsa lui Bucur – ram. spre ref. Diana (DC km 10; 818 m); 1.d. ram. spre ref. Diana – ram. spre v. Padina lui Călineţ (DC km 11; 828 m); 1.e. ram. spre v. Padina lui Călineţ – cab. Plaiul Foii (DC km 11,6; 849 m). tV = 2 1/2 – 2 3/4 ore; tI = 3 1/2 ore; Hu = 131 m; Hc = 0 m; (b5, b4, a4, a2, b2, b1); O = 1; E = 1: [658, 511, 1276, 577]
route-markings: BG: [1779, 123, 1801, 138]
route-markings: p, BA: [1868, 505, 1904, 520]
route-markings: p, TA: [1818, 1, 1853, 17]
efort-4: E = 4 trasee grele şi foarte grele (11-12 ore): [979, 214, 1216, 229]
marking-label: – triunghi roşu: [680, 406, 760, 422]
route-description: 25.a. cab. Curmătura (1440 m) – şaua Crăpăturii (1595 m); 25.b. şaua Crăpăturii – La Cabluri – la ram. tr.8. (1880 m) – vf. Turnu (1923 m); 25.c. vf. Turnu – ocolul vf. Padina Închisă (1959 m) – şaua Padina Închisă (1936 m); 25.d. şaua Padina Închisă – vf. Padina Popii (2025 m) – ref. Vârfu Ascuţit (2117 m); 25.e. ref. Vârfu Ascuţit – vf. Ţimbalul Mare (2110/2148 m) – şaua Călineţului (2135 m); 25.f. şaua Călineţului – vf. Ţimbalul din Mijloc (2172 m) – vf. Ţimbalul Mic (2231 m) – şaua La Cruce (2145 m); 25.g. şaua La Cruce – vf. Ţiribiş (2220 m) – vf. La Om (2238 m) – ram. ref. Grind (tr.4.c.; 2208 m); 25.h. ram. la ref. Grind – traversarea Brâului Grind (1875 m) – ram. la brâul Baciu – Mărtoiu (1805 m) – ref. Grind (1605 m). tV = 5 1/4 – 6 1/4 ore; tI = nu se recomandă; Hu = 989 m; Hc = 880 m; (c3, c2, d2, e2); O = 2; E = 3(4): [1326, 1364, 1954, 1496]
route-item: [658, 1410, 1276, 1547]
route-marker-dot-icon: [1648, 1294, 1660, 1306]
route-title-text: 5. Ref. Grind – şaua La table – Dealul Popii – cabana Montana Pepine.: [671, 829, 1101, 845]
subtitle: 25 TRASEE: [248, 58, 398, 88]
route-title: [658, 1549, 1276, 1567]
route-title-text: 24. Baza Hornului Mare Mărtoiu – şaua La Cruce: [1339, 1293, 1644, 1308]
abbreviation-entry: Hu – diferenţă de nivel urcare (m): [658, 338, 843, 353]
marking-code: TA: [1122, 406, 1140, 422]
abbreviation-entry: i – itinerar fără potecă: [877, 301, 997, 316]
route-title: [658, 669, 1276, 687]
route-description: 12.a. cab. Curmătura (1440 m) – ram. de jos a traseului 11.e. (1570 m); ram. de jos a traseului 11.b. – baza Hornului Găinii (1690 m) – ram. de sus a traseului 11.e. – şaua Padina Închisă (1936 m); 12.c. şaua Padina Închisă – La Găvan (1880 m) – ref. Diana (1480 m). tV = 3 1/2 – 4 1/2 ore; tI = nu se recomandă; Hu = 496 m; Hc = 456 m; (c3, b3); O = 1(2); E = 2(3).: [658, 1567, 1276, 1634]
route-description: 9.a. cab. Gura Râului – La Topliţe (vezi tr. 8.a.); 9.b. La Topliţe – ram. La v. Crăpătura (vezi tr.7.c.); 9.c. ram. la v. Hotarului (vezi tr.7.d.); 9.d. ram. la v. Hotarului – vf. Turnu (1923 m); 9.e. vf. Turnu – şaua Crăpătura (1595 m); 9.f. şaua Crăpătura – cab. Curmătura (1440 m); tV = 4 3/4 – 5 1/2 ore; tI = nI; Hu = 1263 m; Hc = 538 m; (c3, b3, b4, b3, c3); O = 2; E = 3: [658, 1269, 1276, 1335]
route-description: 8.a. cab. Gura Râului (760 m) – Dealul Regesc (790 m) – La Topliţe (735 m); 8.b. La Topliţe – ram. la v. Crăpătura (vezi tr.7.c.); 8.c. ram. la v. Crăpătura – confluenţa în v. Crăpătura (1040 m) – izvorul din Crăpătură (1445 m) – şaua Crăpătura (1595 m); 8.d. şaua Crăpătura – cab. Curmătura (1440 m). tV=3 – 4 ore; tI = nI; Hu = 890 m; Hc = 210 m; (c5, b5, b4, b3, c3); O = 1; E = 2(3): [658, 1181, 1276, 1247]
route-title: [658, 739, 1276, 758]
route-title: [1326, 209, 1954, 246]
route-item: [658, 1040, 1276, 1160]
route-marker-dot-icon: [1105, 831, 1117, 843]
marking-label: – punct roşu: [679, 425, 746, 440]
route-title: [658, 933, 1276, 970]
abbreviation-entry: DT – drum de tractor: [658, 301, 772, 316]
paragraph: SCURTĂ PRIVIRE Diadema alb-strălucitoare a turismului şi alpinismului carpatin, PIATRA CRAIULUI a intrat în atenţia oamenilor de la începuturile drumeţiei şi alpinismului (sec. al XIX-lea). Privită din depărtare Piatra Craiului se înfăţişează ca o spinare enormă crestată şi ascuţită, aşezată de-a curmezişul axei Carpaţilor Meridionali. Aceasta domină depresiunea Bârsei, valea Dâmboviţei, precum şi munţii înconjurători, înfruntându-se ca înălţime cu Bucegii şi Păpuşa.: [0, 208, 645, 299]
marking-entry: [1122, 405, 1276, 423]
paragraph: OCROTIREA NATURII Rezervaţia naturală Piatra Craiului (viitor Parc Naţional) cuprinde 1250 ha pentru faună, floră, stâncărie, peisaj excepţional. Suprafaţa ocrotită îmbracă ambii versanţi de la Curmătura Pietrei Craiului la Pietricica.: [0, 596, 645, 650]
route-marker-dot-icon: [1850, 385, 1861, 397]
